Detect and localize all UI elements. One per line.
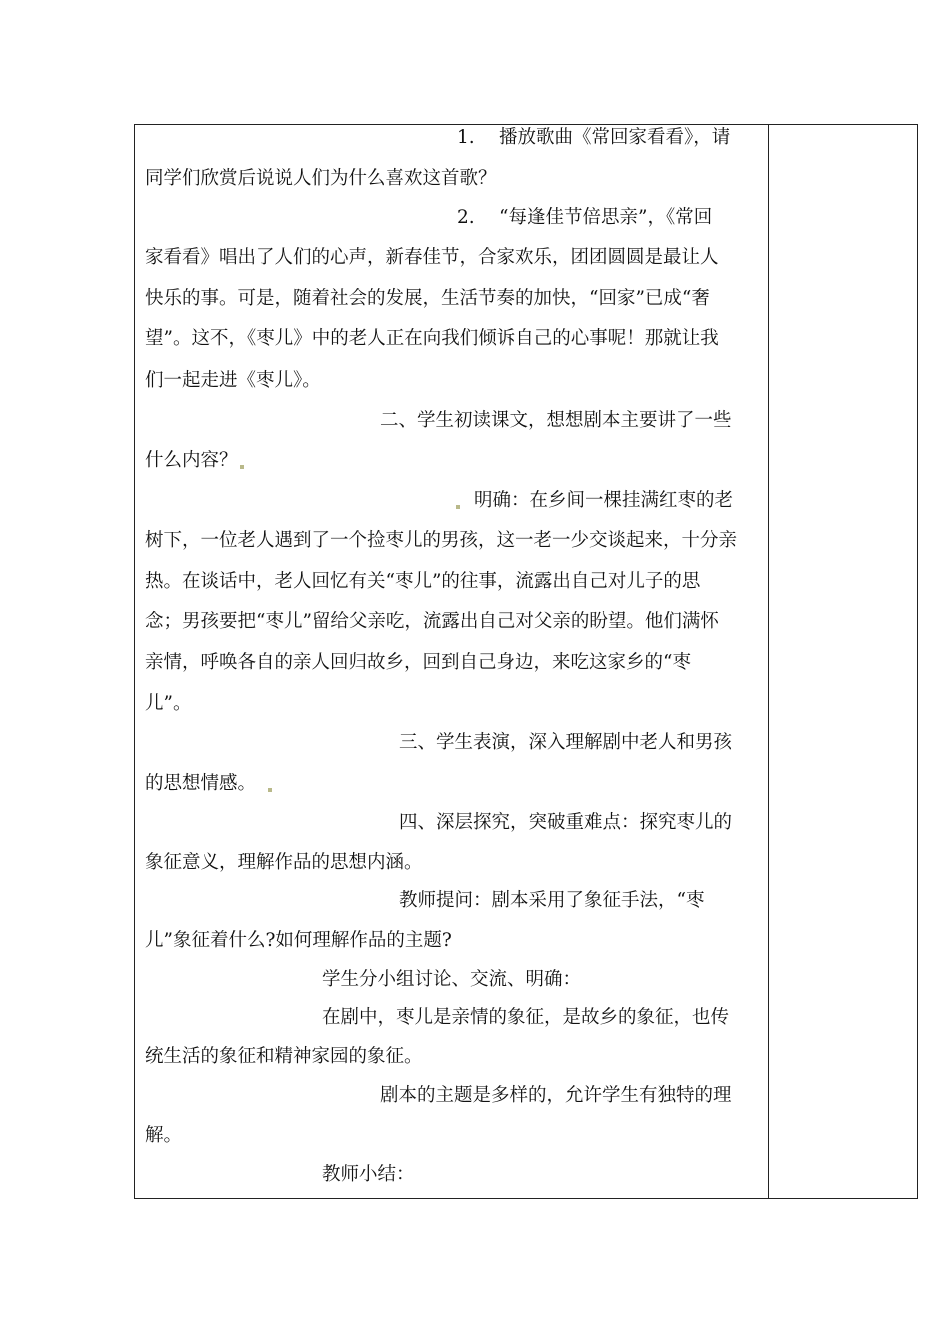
text-line: 象征意义，理解作品的思想内涵。 (145, 852, 423, 873)
text-line: 热。在谈话中，老人回忆有关“枣儿”的往事，流露出自己对儿子的思 (145, 571, 701, 592)
text-line: 四、深层探究，突破重难点：探究枣儿的 (399, 812, 733, 833)
text-line: 学生分小组讨论、交流、明确： (322, 969, 582, 990)
text-line: 同学们欣赏后说说人们为什么喜欢这首歌？ (145, 168, 497, 189)
text-line: 解。 (145, 1125, 183, 1146)
text-content: 的思想情感。 (145, 773, 257, 794)
text-line: 家看看》唱出了人们的心声，新春佳节，合家欢乐，团团圆圆是最让人 (145, 247, 719, 268)
text-content: 什么内容？ (145, 450, 238, 471)
text-line: 1. 播放歌曲《常回家看看》，请 (457, 127, 731, 148)
text-line: 儿”。 (145, 693, 192, 714)
text-line: 儿”象征着什么?如何理解作品的主题? (145, 930, 452, 951)
ink-speck (456, 505, 460, 509)
text-line: 在剧中，枣儿是亲情的象征，是故乡的象征，也传 (322, 1007, 730, 1028)
text-line: 望”。这不，《枣儿》中的老人正在向我们倾诉自己的心事呢！那就让我 (145, 328, 719, 349)
text-line: 教师提问：剧本采用了象征手法，“枣 (399, 890, 705, 911)
text-line: 二、学生初读课文，想想剧本主要讲了一些 (380, 410, 732, 431)
text-line: 树下，一位老人遇到了一个捡枣儿的男孩，这一老一少交谈起来，十分亲 (145, 530, 738, 551)
text-line-with-mark (145, 449, 244, 473)
ink-speck (268, 788, 272, 792)
column-divider (768, 125, 769, 1198)
text-line-with-mark (145, 772, 272, 796)
text-content: 明确：在乡间一棵挂满红枣的老 (474, 490, 734, 511)
text-line: 教师小结： (322, 1164, 415, 1185)
text-line-with-mark (456, 489, 733, 513)
text-line: 亲情，呼唤各自的亲人回归故乡，回到自己身边，来吃这家乡的“枣 (145, 652, 691, 673)
text-line: 三、学生表演，深入理解剧中老人和男孩 (399, 732, 733, 753)
text-line: 2. “每逢佳节倍思亲”，《常回 (457, 207, 713, 228)
text-line: 们一起走进《枣儿》。 (145, 370, 321, 391)
text-line: 剧本的主题是多样的，允许学生有独特的理 (380, 1085, 732, 1106)
text-line: 快乐的事。可是，随着社会的发展，生活节奏的加快，“回家”已成“奢 (145, 288, 710, 309)
text-line: 念；男孩要把“枣儿”留给父亲吃，流露出自己对父亲的盼望。他们满怀 (145, 611, 719, 632)
ink-speck (240, 465, 244, 469)
text-line: 统生活的象征和精神家园的象征。 (145, 1046, 423, 1067)
